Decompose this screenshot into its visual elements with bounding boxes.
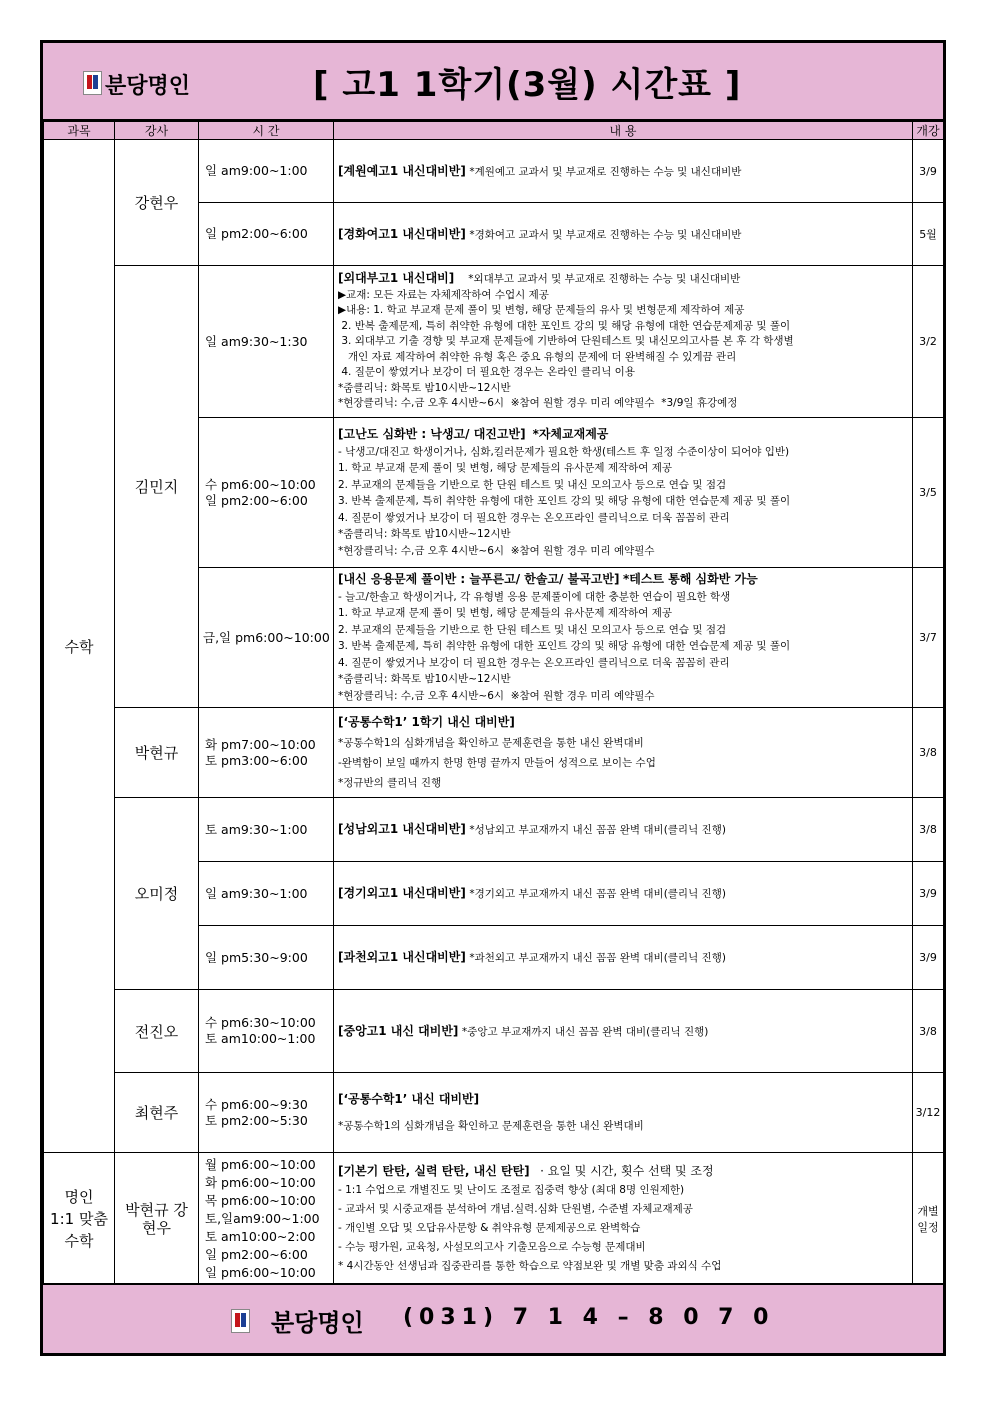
table-row xyxy=(44,140,944,203)
teacher-name: 김민지 xyxy=(115,266,199,708)
class-content: [기본기 탄탄, 실력 탄탄, 내신 탄탄] · 요일 및 시간, 횟수 선택 및 조정 - 1:1 수업으로 개별진도 및 난이도 조절로 집중력 향상 (최대 8명 인원제한) - 교과서 및 시중교재를 분석하여 개념.실력.심화 단원별, 수준별 자체교재제공 - 개인별 오답 및 오답유사문항 & 취약유형 문제제공으로 완벽학습 - 수능 평가원, 교육청, 사설모의고사 기출모음으로 수능형 문제대비 * 4시간동안 선생님과 집중관리를 통한 학습으로 약점보완 및 개별 맞춤 과외식 수업 xyxy=(334,1153,913,1286)
timetable-sheet xyxy=(40,40,946,1356)
footer-brand: 분당명인 xyxy=(271,1309,364,1337)
open-date: 3/9 xyxy=(913,926,944,990)
class-time: 수 pm6:30~10:00 토 am10:00~1:00 xyxy=(199,990,334,1073)
class-content: [고난도 심화반 : 낙생고/ 대진고반] *자체교재제공 - 낙생고/대진고 학생이거나, 심화,킬러문제가 필요한 학생(테스트 후 일정 수준이상이 되어야 입반) 1. 학교 부교재 문제 풀이 및 변형, 해당 문제들의 유사문제 제작하여 제공 2. 부교재의 문제들을 기반으로 한 단원 테스트 및 내신 모의고사 등으로 연습 및 점검 3. 반복 출제문제, 특히 취약한 유형에 대한 포인트 강의 및 해당 유형에 대한 연습문제 제공 및 풀이 4. 질문이 쌓였거나 보강이 더 필요한 경우는 온오프라인 클리닉으로 더욱 꼼꼼히 관리 *줌클리닉: 화목토 밤10시반~12시반 *현장클리닉: 수,금 오후 4시반~6시 ※참여 원할 경우 미리 예약필수 xyxy=(334,418,913,568)
class-content: [경화여고1 내신대비반] *경화여고 교과서 및 부교재로 진행하는 수능 및 내신대비반 xyxy=(334,203,913,266)
class-time: 일 pm2:00~6:00 xyxy=(199,203,334,266)
class-time: 수 pm6:00~9:30 토 pm2:00~5:30 xyxy=(199,1073,334,1153)
header xyxy=(43,43,943,121)
table-row xyxy=(44,708,944,798)
header-brand: 분당명인 xyxy=(105,74,191,99)
phone-number: (031) 7 1 4 – 8 0 7 0 xyxy=(403,1305,775,1330)
open-date: 3/8 xyxy=(913,990,944,1073)
open-date: 3/5 xyxy=(913,418,944,568)
subject-one-to-one: 명인 1:1 맞춤 수학 xyxy=(44,1153,115,1286)
open-date: 3/9 xyxy=(913,862,944,926)
open-date: 3/12 xyxy=(913,1073,944,1153)
open-date: 3/8 xyxy=(913,708,944,798)
teacher-name: 박현규 xyxy=(115,708,199,798)
open-date: 5월 xyxy=(913,203,944,266)
class-time: 일 am9:30~1:00 xyxy=(199,862,334,926)
class-content: [외대부고1 내신대비] *외대부고 교과서 및 부교재로 진행하는 수능 및 내신대비반 ▶교재: 모든 자료는 자체제작하여 수업시 제공 ▶내용: 1. 학교 부교재 문제 풀이 및 변형, 해당 문제들의 유사 및 변형문제 제작하여 제공 2. 반복 출제문제, 특히 취약한 유형에 대한 포인트 강의 및 해당 유형에 대한 연습문제제공 및 풀이 3. 외대부고 기출 경향 및 부교재 문제들에 기반하여 단원테스트 및 내신모의고사를 본 후 각 학생별 개인 자료 제작하여 취약한 유형 혹은 중요 유형의 문제에 더 완벽해질 수 있게끔 관리 4. 질문이 쌓였거나 보강이 더 필요한 경우는 온라인 클리닉 이용 *줌클리닉: 화목토 밤10시반~12시반 *현장클리닉: 수,금 오후 4시반~6시 ※참여 원할 경우 미리 예약필수 *3/9일 휴강예정 xyxy=(334,266,913,418)
class-time: 수 pm6:00~10:00 일 pm2:00~6:00 xyxy=(199,418,334,568)
table-row xyxy=(44,1153,944,1286)
col-content: 내 용 xyxy=(334,122,913,140)
teacher-name: 최현주 xyxy=(115,1073,199,1153)
class-content: [‘공통수학1’ 내신 대비반] *공통수학1의 심화개념을 확인하고 문제훈련을 통한 내신 완벽대비 xyxy=(334,1073,913,1153)
teacher-name: 전진오 xyxy=(115,990,199,1073)
col-open: 개강 xyxy=(913,122,944,140)
open-date: 3/9 xyxy=(913,140,944,203)
class-time: 일 pm5:30~9:00 xyxy=(199,926,334,990)
class-time: 월 pm6:00~10:00 화 pm6:00~10:00 목 pm6:00~10:00 토,일am9:00~1:00 토 am10:00~2:00 일 pm2:00~6:00 일 pm6:00~10:00 xyxy=(199,1153,334,1286)
table-header-row xyxy=(44,122,944,140)
class-time: 화 pm7:00~10:00 토 pm3:00~6:00 xyxy=(199,708,334,798)
teacher-name: 오미정 xyxy=(115,798,199,990)
logo-icon xyxy=(83,71,102,95)
class-content: [내신 응용문제 풀이반 : 늘푸른고/ 한솔고/ 불곡고반] *테스트 통해 심화반 가능 - 늘고/한솔고 학생이거나, 각 유형별 응용 문제풀이에 대한 충분한 연습이 필요한 학생 1. 학교 부교재 문제 풀이 및 변형, 해당 문제들의 유사문제 제작하여 제공 2. 부교재의 문제들을 기반으로 한 단원 테스트 및 내신 모의고사 등으로 연습 및 점검 3. 반복 출제문제, 특히 취약한 유형에 대한 포인트 강의 및 해당 유형에 대한 연습문제 제공 및 풀이 4. 질문이 쌓였거나 보강이 더 필요한 경우는 온오프라인 클리닉으로 더욱 꼼꼼히 관리 *줌클리닉: 화목토 밤10시반~12시반 *현장클리닉: 수,금 오후 4시반~6시 ※참여 원할 경우 미리 예약필수 xyxy=(334,568,913,708)
col-teacher: 강사 xyxy=(115,122,199,140)
table-row xyxy=(44,798,944,862)
logo-icon xyxy=(231,1309,250,1333)
class-content: [과천외고1 내신대비반] *과천외고 부교재까지 내신 꼼꼼 완벽 대비(클리닉 진행) xyxy=(334,926,913,990)
schedule-table xyxy=(43,121,944,1286)
class-content: [‘공통수학1’ 1학기 내신 대비반] *공통수학1의 심화개념을 확인하고 문제훈련을 통한 내신 완벽대비 -완벽함이 보일 때까지 한명 한명 끝까지 만들어 성적으로 보이는 수업 *정규반의 클리닉 진행 xyxy=(334,708,913,798)
subject-math: 수학 xyxy=(44,140,115,1153)
teacher-name: 박현규 강현우 xyxy=(115,1153,199,1286)
class-content: [성남외고1 내신대비반] *성남외고 부교재까지 내신 꼼꼼 완벽 대비(클리닉 진행) xyxy=(334,798,913,862)
col-subject: 과목 xyxy=(44,122,115,140)
open-date: 3/8 xyxy=(913,798,944,862)
class-content: [계원예고1 내신대비반] *계원예고 교과서 및 부교재로 진행하는 수능 및 내신대비반 xyxy=(334,140,913,203)
table-row xyxy=(44,266,944,418)
class-time: 일 am9:30~1:30 xyxy=(199,266,334,418)
class-time: 토 am9:30~1:00 xyxy=(199,798,334,862)
page-title: [ 고1 1학기(3월) 시간표 ] xyxy=(313,65,742,105)
open-date: 3/2 xyxy=(913,266,944,418)
class-time: 금,일 pm6:00~10:00 xyxy=(199,568,334,708)
table-row xyxy=(44,990,944,1073)
class-time: 일 am9:00~1:00 xyxy=(199,140,334,203)
class-content: [중앙고1 내신 대비반] *중앙고 부교재까지 내신 꼼꼼 완벽 대비(클리닉 진행) xyxy=(334,990,913,1073)
col-time: 시 간 xyxy=(199,122,334,140)
footer xyxy=(43,1283,943,1353)
teacher-name: 강현우 xyxy=(115,140,199,266)
class-content: [경기외고1 내신대비반] *경기외고 부교재까지 내신 꼼꼼 완벽 대비(클리닉 진행) xyxy=(334,862,913,926)
open-date: 3/7 xyxy=(913,568,944,708)
open-date: 개별 일정 xyxy=(913,1153,944,1286)
table-row xyxy=(44,1073,944,1153)
